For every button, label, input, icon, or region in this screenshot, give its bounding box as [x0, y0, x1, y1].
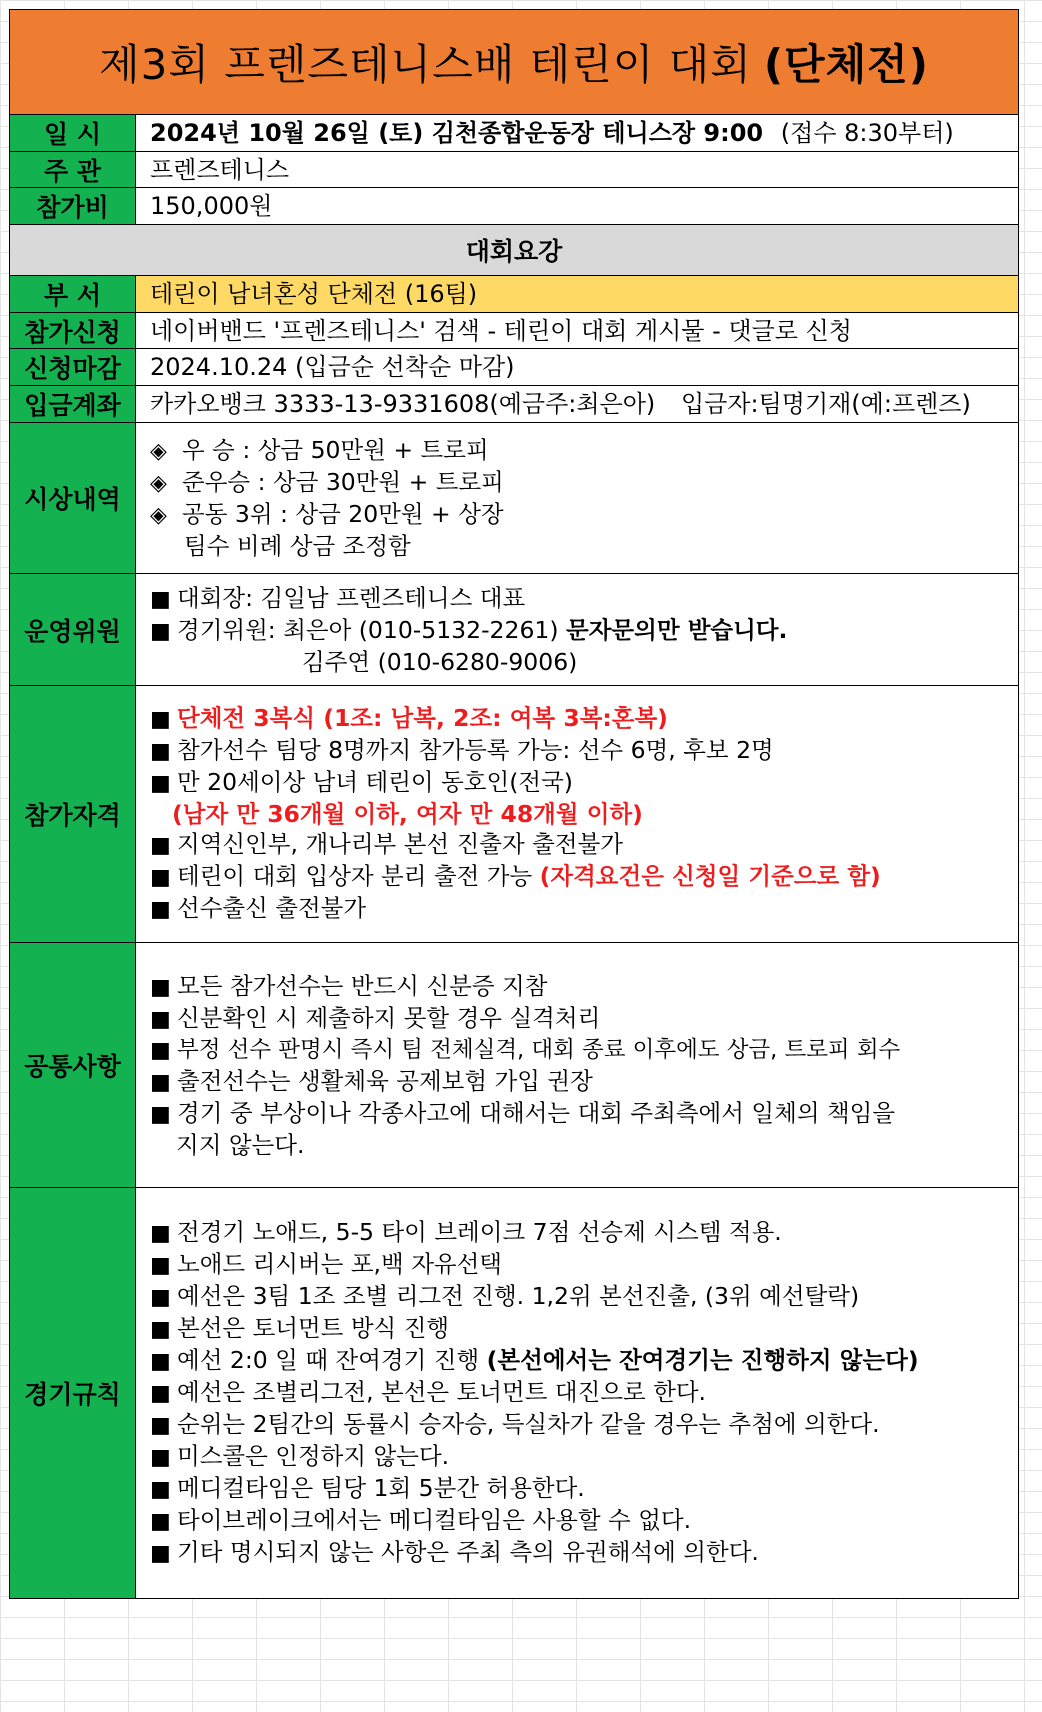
- list-item: ■ 경기위원: 최은아 (010-5132-2261) 문자문의만 받습니다.: [150, 615, 1018, 647]
- label-awards: 시상내역: [10, 423, 136, 573]
- diamond-bullet-icon: ◈: [150, 439, 167, 464]
- list-item: ◈ 준우승 : 상금 30만원 + 트로피: [150, 467, 1018, 499]
- square-bullet-icon: ■: [150, 1381, 171, 1406]
- title-main: 제3회 프렌즈테니스배 테린이 대회: [99, 40, 752, 89]
- square-bullet-icon: ■: [150, 1069, 171, 1095]
- square-bullet-icon: ■: [150, 771, 171, 796]
- row-apply: [10, 313, 1018, 349]
- square-bullet-icon: ■: [150, 1221, 171, 1246]
- list-item: ■ 전경기 노애드, 5-5 타이 브레이크 7점 선승제 시스템 적용.: [150, 1217, 1018, 1249]
- list-item: ■ 신분확인 시 제출하지 못할 경우 실격처리: [150, 1003, 1018, 1035]
- committee-member-2: 김주연 (010-6280-9006): [302, 647, 578, 676]
- label-eligibility: 참가자격: [10, 686, 136, 942]
- square-bullet-icon: ■: [150, 707, 171, 732]
- list-item: ■ 본선은 토너먼트 방식 진행: [150, 1313, 1018, 1345]
- square-bullet-icon: ■: [150, 1006, 171, 1032]
- label-common: 공통사항: [10, 943, 136, 1187]
- label-rules: 경기규칙: [10, 1188, 136, 1598]
- square-bullet-icon: ■: [150, 1317, 171, 1342]
- list-item: ■ 지역신인부, 개나리부 본선 진출자 출전불가: [150, 829, 1018, 861]
- date-note: (접수 8:30부터): [780, 119, 954, 147]
- list-item: ■ 순위는 2팀간의 동률시 승자승, 득실차가 같을 경우는 추첨에 의한다.: [150, 1409, 1018, 1441]
- division-value: 테린이 남녀혼성 단체전 (16팀): [150, 280, 478, 308]
- list-item: ■ 선수출신 출전불가: [150, 893, 1018, 925]
- row-rules: [10, 1188, 1018, 1598]
- row-awards: [10, 423, 1018, 574]
- label-division: 부 서: [10, 276, 136, 312]
- square-bullet-icon: ■: [150, 1037, 171, 1063]
- square-bullet-icon: ■: [150, 739, 171, 764]
- square-bullet-icon: ■: [150, 1445, 171, 1470]
- awards-note: 팀수 비례 상금 조정함: [184, 532, 411, 560]
- square-bullet-icon: ■: [150, 586, 171, 612]
- fee-value: 150,000원: [150, 192, 273, 220]
- row-date: [10, 115, 1018, 152]
- square-bullet-icon: ■: [150, 833, 171, 858]
- page-title: [10, 10, 1018, 115]
- label-fee: 참가비: [10, 188, 136, 224]
- row-fee: [10, 188, 1018, 225]
- title-suffix: (단체전): [763, 40, 929, 89]
- list-item: ■ 예선은 조별리그전, 본선은 토너먼트 대진으로 한다.: [150, 1377, 1018, 1409]
- list-item: ■ 예선 2:0 일 때 잔여경기 진행 (본선에서는 잔여경기는 진행하지 않는다): [150, 1345, 1018, 1377]
- square-bullet-icon: ■: [150, 1253, 171, 1278]
- host-value: 프렌즈테니스: [150, 155, 290, 184]
- list-item: ■ 타이브레이크에서는 메디컬타임은 사용할 수 없다.: [150, 1505, 1018, 1537]
- list-item: ◈ 우 승 : 상금 50만원 + 트로피: [150, 435, 1018, 467]
- list-item-continuation: 지지 않는다.: [176, 1130, 305, 1159]
- list-item: ■ 부정 선수 판명시 즉시 팀 전체실격, 대회 종료 이후에도 상금, 트로피 회수: [150, 1035, 1018, 1066]
- square-bullet-icon: ■: [150, 1101, 171, 1127]
- label-date: 일 시: [10, 115, 136, 151]
- apply-value: 네이버밴드 '프렌즈테니스' 검색 - 테린이 대회 게시물 - 댓글로 신청: [150, 316, 852, 345]
- list-item: ■ 노애드 리시버는 포,백 자유선택: [150, 1249, 1018, 1281]
- diamond-bullet-icon: ◈: [150, 471, 167, 496]
- square-bullet-icon: ■: [150, 865, 171, 890]
- list-item: ■ 기타 명시되지 않는 사항은 주최 측의 유권해석에 의한다.: [150, 1537, 1018, 1569]
- row-host: [10, 152, 1018, 188]
- list-item: (남자 만 36개월 이하, 여자 만 48개월 이하): [172, 800, 643, 828]
- list-item: ■ 참가선수 팀당 8명까지 참가등록 가능: 선수 6명, 후보 2명: [150, 735, 1018, 767]
- list-item: ■ 단체전 3복식 (1조: 남복, 2조: 여복 3복:혼복): [150, 703, 1018, 735]
- row-deadline: [10, 349, 1018, 386]
- deadline-value: 2024.10.24 (입금순 선착순 마감): [150, 353, 515, 381]
- committee-note: 문자문의만 받습니다.: [566, 615, 788, 644]
- row-common: [10, 943, 1018, 1188]
- list-item: ■ 만 20세이상 남녀 테린이 동호인(전국): [150, 767, 1018, 799]
- square-bullet-icon: ■: [150, 1349, 171, 1374]
- list-item: ■ 모든 참가선수는 반드시 신분증 지참: [150, 971, 1018, 1003]
- square-bullet-icon: ■: [150, 1285, 171, 1310]
- square-bullet-icon: ■: [150, 897, 171, 922]
- row-division: [10, 276, 1018, 313]
- square-bullet-icon: ■: [150, 974, 171, 1000]
- account-value: 카카오뱅크 3333-13-9331608(예금주:최은아): [150, 390, 656, 418]
- square-bullet-icon: ■: [150, 1477, 171, 1502]
- diamond-bullet-icon: ◈: [150, 503, 167, 528]
- row-eligibility: [10, 686, 1018, 943]
- square-bullet-icon: ■: [150, 618, 171, 644]
- square-bullet-icon: ■: [150, 1413, 171, 1438]
- list-item: ■ 미스콜은 인정하지 않는다.: [150, 1441, 1018, 1473]
- list-item: ■ 메디컬타임은 팀당 1회 5분간 허용한다.: [150, 1473, 1018, 1505]
- list-item: ■ 예선은 3팀 1조 조별 리그전 진행. 1,2위 본선진출, (3위 예선탈락): [150, 1281, 1018, 1313]
- label-apply: 참가신청: [10, 313, 136, 348]
- square-bullet-icon: ■: [150, 1541, 171, 1566]
- label-host: 주 관: [10, 152, 136, 187]
- list-item: ■ 테린이 대회 입상자 분리 출전 가능 (자격요건은 신청일 기준으로 함): [150, 861, 1018, 893]
- tournament-sheet: [9, 9, 1019, 1599]
- date-value: 2024년 10월 26일 (토) 김천종합운동장 테니스장 9:00: [150, 119, 764, 147]
- label-account: 입금계좌: [10, 386, 136, 422]
- list-item: ■ 출전선수는 생활체육 공제보험 가입 권장: [150, 1066, 1018, 1098]
- list-item: ■ 경기 중 부상이나 각종사고에 대해서는 대회 주최측에서 일체의 책임을: [150, 1098, 1018, 1130]
- list-item: ■ 대회장: 김일남 프렌즈테니스 대표: [150, 583, 1018, 615]
- row-staff: [10, 574, 1018, 686]
- account-note: 입금자:팀명기재(예:프렌즈): [680, 390, 971, 418]
- row-account: [10, 386, 1018, 423]
- section-title: 대회요강: [10, 225, 1018, 276]
- list-item: ◈ 공동 3위 : 상금 20만원 + 상장: [150, 499, 1018, 531]
- label-deadline: 신청마감: [10, 349, 136, 385]
- square-bullet-icon: ■: [150, 1509, 171, 1534]
- label-staff: 운영위원: [10, 574, 136, 685]
